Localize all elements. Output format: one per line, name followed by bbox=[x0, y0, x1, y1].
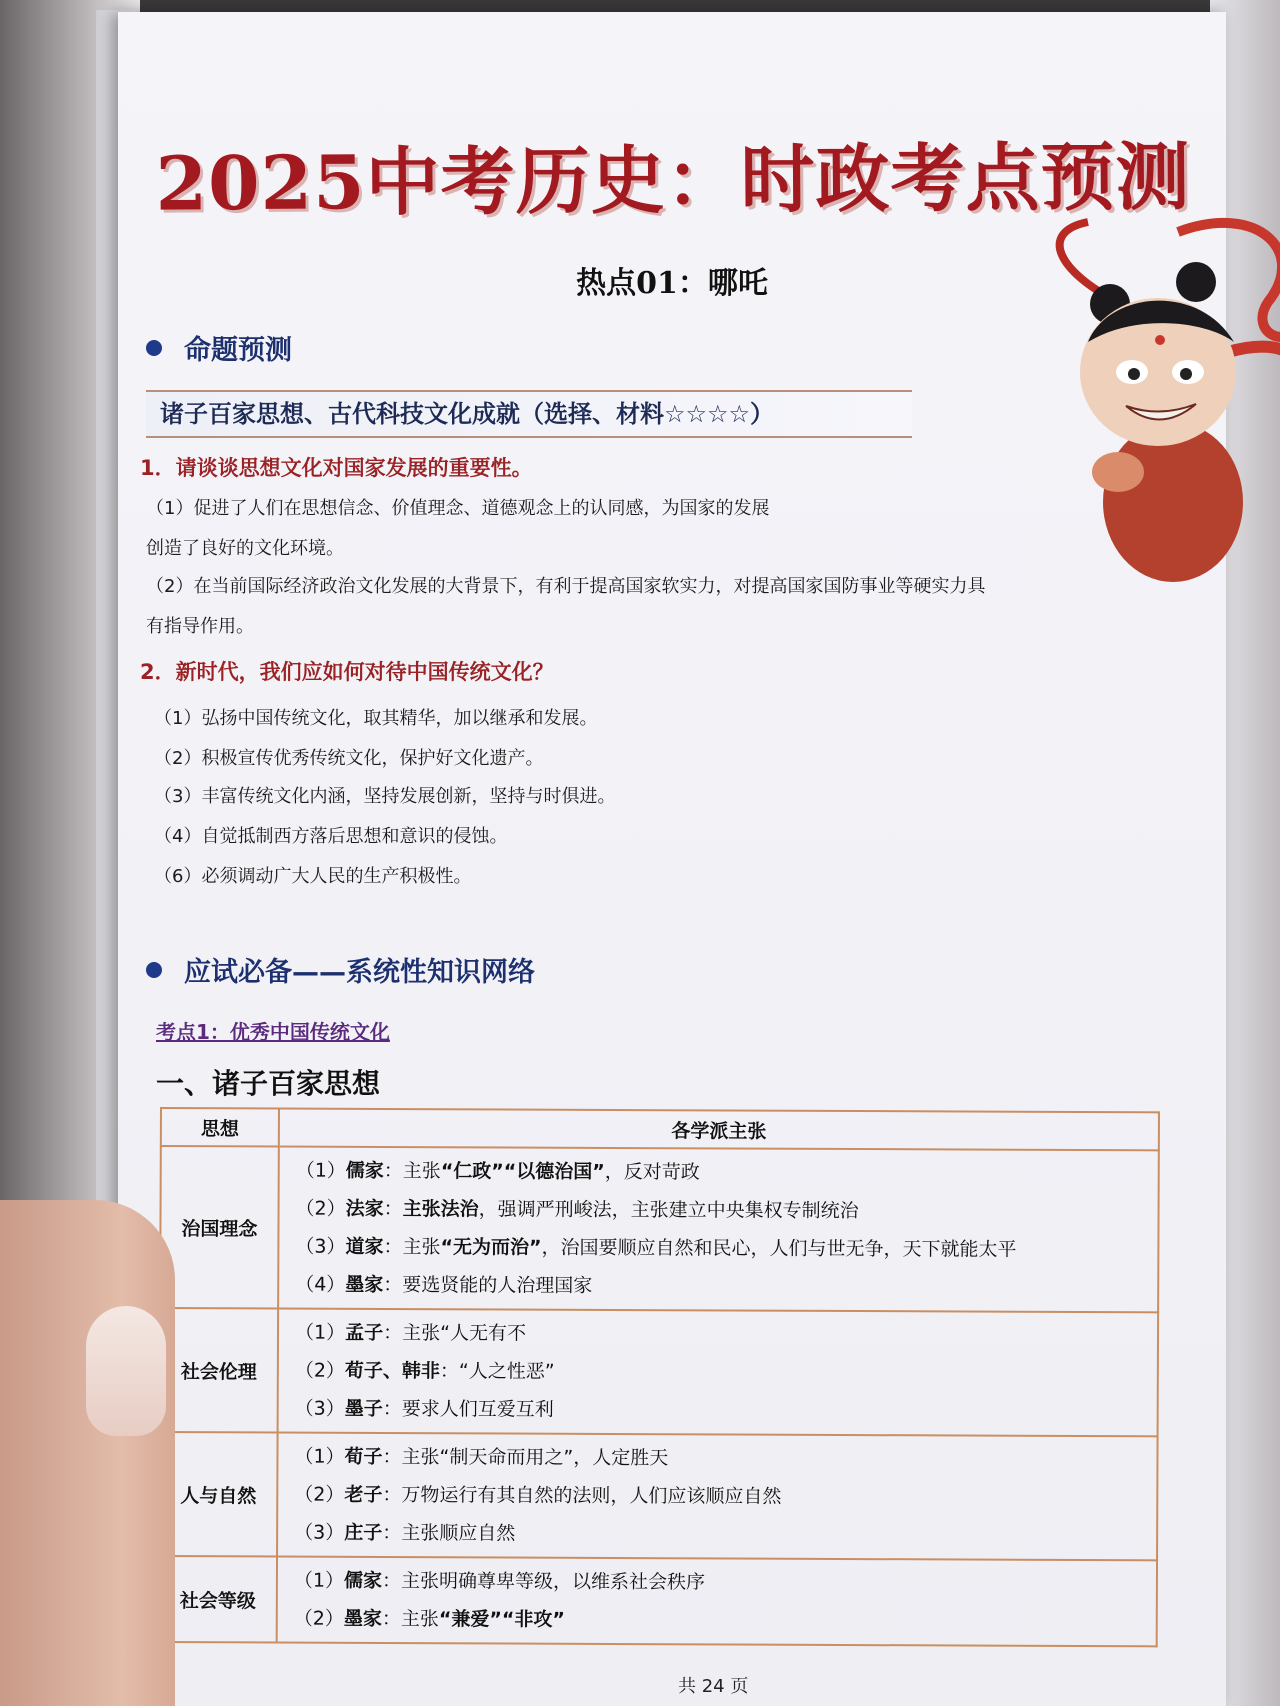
answer-line: （2）在当前国际经济政治文化发展的大背景下，有利于提高国家软实力，对提高国家国防事业等硬实力具 bbox=[146, 576, 986, 597]
list-item: （1）儒家：主张明确尊卑等级，以维系社会秩序 bbox=[293, 1569, 706, 1594]
answer-line: （6）必须调动广大人民的生产积极性。 bbox=[154, 866, 472, 887]
nezha-body bbox=[1103, 422, 1243, 582]
answer-line: （3）丰富传统文化内涵，坚持发展创新，坚持与时俱进。 bbox=[154, 786, 616, 807]
table-row bbox=[160, 1146, 1159, 1312]
category-cell: 社会伦理 bbox=[160, 1308, 279, 1433]
bullet-dot-icon bbox=[146, 962, 162, 978]
list-item: （4）墨家：要选贤能的人治理国家 bbox=[295, 1273, 593, 1297]
page-footer: 共 24 页 bbox=[678, 1676, 749, 1697]
answer-line: 有指导作用。 bbox=[146, 616, 254, 637]
category-cell: 治国理念 bbox=[160, 1146, 279, 1309]
items-cell bbox=[277, 1557, 1157, 1647]
nezha-illustration bbox=[998, 212, 1280, 592]
items-cell bbox=[277, 1433, 1158, 1561]
bullet-dot-icon bbox=[146, 340, 162, 356]
answer-line: （1）弘扬中国传统文化，取其精华，加以继承和发展。 bbox=[154, 708, 598, 729]
category-cell: 人与自然 bbox=[159, 1432, 278, 1557]
hair-bun-right bbox=[1176, 262, 1216, 302]
list-item: （2）法家：主张法治，强调严刑峻法，主张建立中央集权专制统治 bbox=[295, 1197, 859, 1223]
subsection-heading: 一、诸子百家思想 bbox=[156, 1067, 381, 1100]
answer-line: （2）积极宣传优秀传统文化，保护好文化遗产。 bbox=[154, 748, 544, 769]
topic-banner: 诸子百家思想、古代科技文化成就（选择、材料☆☆☆☆） bbox=[146, 390, 912, 438]
section-heading-prediction bbox=[146, 328, 292, 367]
list-item: （3）庄子：主张顺应自然 bbox=[294, 1521, 516, 1545]
thumbnail-nail bbox=[86, 1306, 166, 1436]
section-heading-text: 应试必备——系统性知识网络 bbox=[184, 957, 535, 988]
items-cell bbox=[278, 1147, 1159, 1313]
forehead-mark bbox=[1155, 335, 1165, 345]
page-title: 2025中考历史：时政考点预测 bbox=[155, 134, 1191, 228]
schools-table bbox=[158, 1107, 1160, 1647]
header-cell: 思想 bbox=[161, 1108, 279, 1147]
table-row bbox=[159, 1432, 1158, 1560]
list-item: （1）孟子：主张“人无有不 bbox=[294, 1321, 527, 1345]
question-2: 2．新时代，我们应如何对待中国传统文化？ bbox=[140, 660, 554, 684]
table-row bbox=[160, 1308, 1159, 1436]
list-item: （1）儒家：主张“仁政”“以德治国”，反对苛政 bbox=[295, 1159, 700, 1184]
kaodian-link: 考点1：优秀中国传统文化 bbox=[156, 1020, 390, 1044]
question-1: 1．请谈谈思想文化对国家发展的重要性。 bbox=[140, 456, 533, 480]
table-row bbox=[159, 1556, 1157, 1646]
section-heading-knowledge bbox=[146, 950, 535, 989]
hand-holding-page bbox=[0, 1200, 175, 1706]
answer-line: （4）自觉抵制西方落后思想和意识的侵蚀。 bbox=[154, 826, 508, 847]
list-item: （3）墨子：要求人们互爱互利 bbox=[294, 1397, 554, 1421]
list-item: （3）道家：主张“无为而治”，治国要顺应自然和民心，人们与世无争，天下就能太平 bbox=[295, 1235, 1017, 1261]
page-subtitle: 热点01：哪吒 bbox=[576, 266, 768, 301]
list-item: （2）荀子、韩非：“人之性恶” bbox=[294, 1359, 555, 1383]
nezha-hand bbox=[1092, 452, 1144, 492]
items-cell bbox=[278, 1309, 1159, 1437]
answer-line: 创造了良好的文化环境。 bbox=[146, 538, 344, 559]
header-cell: 各学派主张 bbox=[279, 1109, 1159, 1151]
category-cell: 社会等级 bbox=[159, 1556, 277, 1643]
section-heading-text: 命题预测 bbox=[184, 335, 292, 366]
list-item: （2）老子：万物运行有其自然的法则，人们应该顺应自然 bbox=[294, 1483, 782, 1508]
table-header-row bbox=[161, 1108, 1159, 1150]
document-page bbox=[118, 12, 1226, 1706]
list-item: （1）荀子：主张“制天命而用之”，人定胜天 bbox=[294, 1445, 669, 1470]
answer-line: （1）促进了人们在思想信念、价值理念、道德观念上的认同感，为国家的发展 bbox=[146, 498, 770, 519]
list-item: （2）墨家：主张“兼爱”“非攻” bbox=[293, 1607, 565, 1631]
